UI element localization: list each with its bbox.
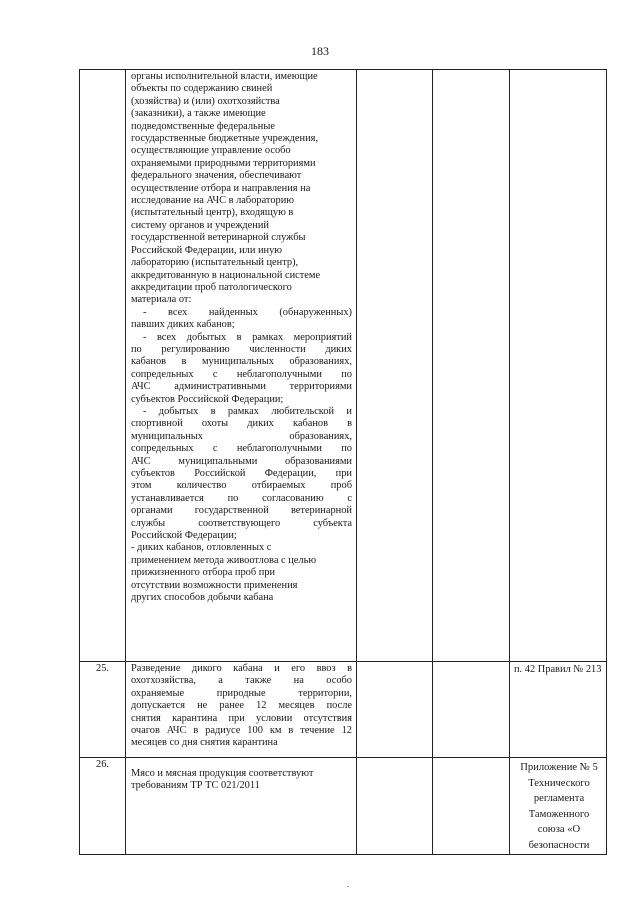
legal-reference: Приложение № 5 Технического регламента Таможенного союза «О безопасности xyxy=(510,758,607,855)
empty-cell xyxy=(357,758,433,855)
requirement-cell: Разведение дикого кабана и его ввоз в охотхозяйства, а также на особо охраняемые природные территории, допускается не ранее 12 месяцев после снятия карантина при условии отсутствия очагов АЧС в радиусе 100 км в течение 12 месяцев со дня снятия карантина xyxy=(126,662,357,758)
reference-cell xyxy=(510,70,607,662)
list-item-hunted-boars: - добытых в рамках любительской и спортивной охоты диких кабанов в муниципальных образованиях, сопредельных с неблагополучными по АЧС муниципальными образованиями субъектов Российской Федерации, при этом количество отбираемых проб устанавливается по согласованию с органами государственной ветеринарной службы соответствующего субъекта Российской Федерации; xyxy=(131,405,352,542)
table-row-26 xyxy=(80,758,607,855)
requirements-table xyxy=(79,69,607,855)
list-item-culled-boars: - всех добытых в рамках мероприятий по регулированию численности диких кабанов в муниципальных образованиях, сопредельных с неблагополучными по АЧС административными территориями субъектов Российской Федерации; xyxy=(131,331,352,405)
list-item-found-boars: - всех найденных (обнаруженных) павших диких кабанов; xyxy=(131,306,352,331)
empty-cell xyxy=(433,758,510,855)
empty-cell xyxy=(433,662,510,758)
row-number: 25. xyxy=(80,662,126,758)
table-row-continuation xyxy=(80,70,607,662)
scan-speck xyxy=(347,886,349,887)
empty-cell xyxy=(357,70,433,662)
intro-paragraph: органы исполнительной власти, имеющие объекты по содержанию свиней (хозяйства) и (или) охотхозяйства (заказники), а также имеющие подведомственные федеральные государственные бюджетные учреждения, осуществляющие управление особо охраняемыми природными территориями федерального значения, обеспечивают осуществление отбора и направления на исследование на АЧС в лабораторию (испытательный центр), входящую в систему органов и учреждений государственной ветеринарной службы Российской Федерации, или иную лабораторию (испытательный центр), аккредитованную в национальной системе аккредитации проб патологического материала от: xyxy=(131,71,321,306)
table-row-25 xyxy=(80,662,607,758)
requirement-cell xyxy=(126,70,357,662)
empty-cell xyxy=(433,70,510,662)
number-cell xyxy=(80,70,126,662)
empty-cell xyxy=(357,662,433,758)
requirement-cell: Мясо и мясная продукция соответствуют требованиям ТР ТС 021/2011 xyxy=(126,758,357,855)
legal-reference: п. 42 Правил № 213 xyxy=(510,662,607,758)
list-item-live-trapped-boars: - диких кабанов, отловленных с применением метода живоотлова с целью прижизненного отбора проб при отсутствии возможности применения других способов добычи кабана xyxy=(131,542,317,604)
page-number: 183 xyxy=(311,44,329,58)
row-number: 26. xyxy=(80,758,126,855)
